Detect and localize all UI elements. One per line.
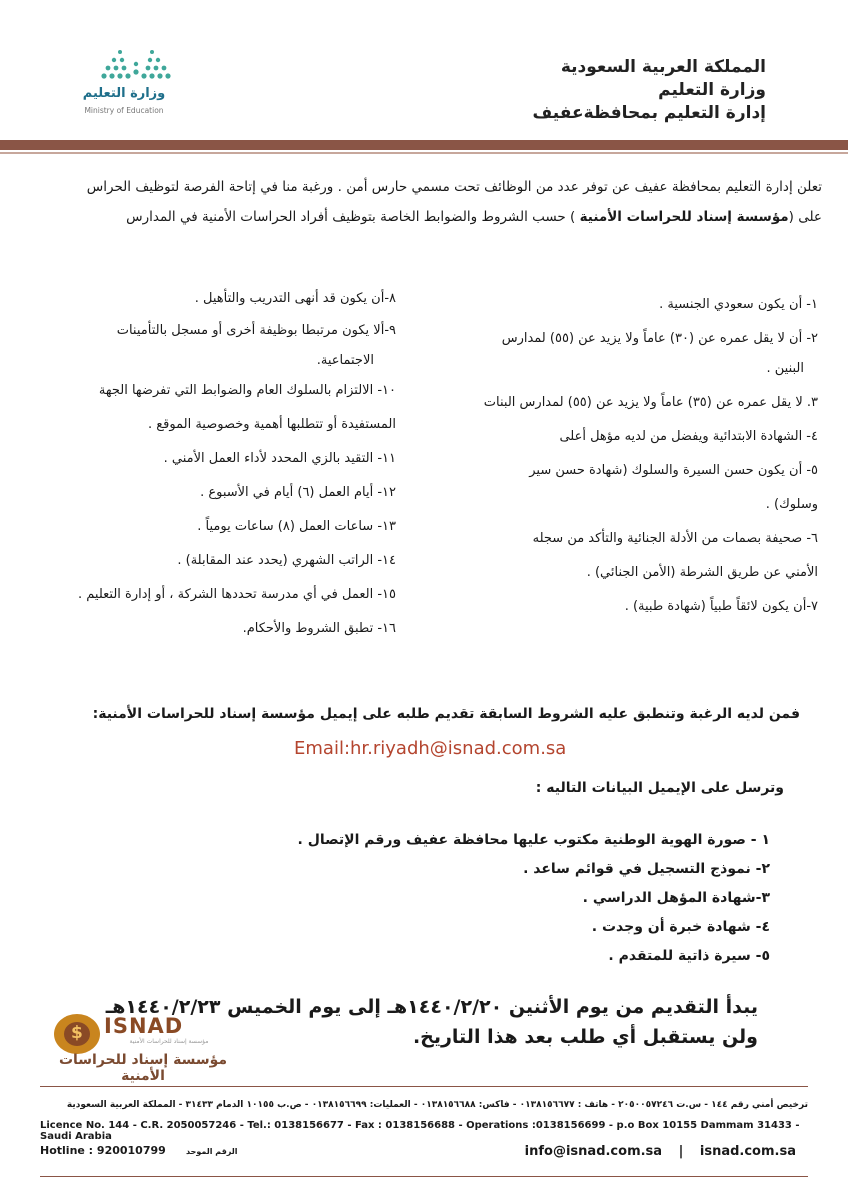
isnad-logo-subtitle: مؤسسة إسناد للحراسات الأمنية (129, 1038, 209, 1045)
conditions-right-column (433, 290, 818, 622)
footer-email-link[interactable]: info@isnad.com.sa (524, 1144, 663, 1159)
header-divider (0, 140, 848, 150)
condition-item: ٥- أن يكون حسن السيرة والسلوك (شهادة حسن سير (529, 463, 818, 478)
intro-line-1: تعلن إدارة التعليم بمحافظة عفيف عن توفر عدد من الوظائف تحت مسمي حارس أمن . ورغبة منا في إتاحة الفرصة لتوظيف الحراس (86, 179, 822, 195)
list-item: ٣-شهادة المؤهل الدراسي . (582, 890, 770, 906)
condition-item: ٢- أن لا يقل عمره عن (٣٠) عاماً ولا يزيد عن (٥٥) لمدارس (501, 331, 818, 346)
department-title: إدارة التعليم بمحافظةعفيف (532, 103, 766, 123)
footer-hotline-arabic: الرقم الموحد (186, 1147, 238, 1156)
list-item: ١ - صورة الهوية الوطنية مكتوب عليها محافظة عفيف ورقم الإتصال . (297, 832, 770, 848)
kingdom-title: المملكة العربية السعودية (560, 57, 766, 77)
dates-line-2: ولن يستقبل أي طلب بعد هذا التاريخ. (412, 1026, 758, 1048)
condition-item: ٤- الشهادة الابتدائية ويفضل من لديه مؤهل أعلى (559, 429, 818, 444)
header-titles (533, 56, 766, 125)
condition-item: ٨-أن يكون قد أنهى التدريب والتأهيل . (194, 291, 396, 306)
condition-item: ١١- التقيد بالزي المحدد لأداء العمل الأمني . (163, 451, 396, 466)
condition-item: ١- أن يكون سعودي الجنسية . (659, 297, 818, 312)
condition-item: ١٣- ساعات العمل (٨) ساعات يومياً . (197, 519, 396, 534)
footer-arabic-contact: ترخيص أمني رقم ١٤٤ - س.ت ٢٠٥٠٠٥٧٢٤٦ - هاتف : ٠١٣٨١٥٦٦٧٧ - فاكس: ٠١٣٨١٥٦٦٨٨ - العمليات: ٠١٣٨١٥٦٦٩٩ - ص.ب ١٠١٥٥ الدمام ٣١٤٣٣ - المملكة العربية السعودية (66, 1100, 808, 1110)
list-item: ٤- شهادة خبرة أن وجدت . (591, 919, 770, 935)
ministry-logo-icon (96, 44, 176, 84)
ministry-logo-english: Ministry of Education (84, 106, 164, 115)
footer-separator: | (678, 1144, 684, 1159)
footer-web-contacts (519, 1144, 802, 1159)
condition-item: ٩-ألا يكون مرتبطا بوظيفة أخرى أو مسجل بالتأمينات (116, 323, 396, 338)
condition-item: الأمني عن طريق الشرطة (الأمن الجنائي) . (586, 565, 818, 580)
footer-divider (40, 1086, 808, 1087)
required-documents-list (298, 826, 770, 971)
list-item: ٥- سيرة ذاتية للمتقدم . (608, 948, 770, 964)
condition-item: ١٥- العمل في أي مدرسة تحددها الشركة ، أو إدارة التعليم . (78, 587, 396, 602)
required-documents-heading: وترسل على الإيميل البيانات التاليه : (535, 780, 784, 796)
footer-hotline: Hotline : 920010799 (40, 1144, 166, 1157)
ministry-logo-arabic: وزارة التعليم (82, 86, 166, 101)
apply-instructions: فمن لديه الرغبة وتنطبق عليه الشروط السابقة تقديم طلبه على إيميل مؤسسة إسناد للحراسات الأمنية: (92, 706, 800, 722)
condition-item: الاجتماعية. (316, 353, 374, 368)
condition-item: ١٦- تطبق الشروط والأحكام. (242, 621, 396, 636)
condition-item: ١٤- الراتب الشهري (يحدد عند المقابلة) . (177, 553, 396, 568)
footer-divider-bottom (40, 1176, 808, 1177)
conditions-left-column (24, 290, 396, 644)
condition-item: ٧-أن يكون لائقاً طبياً (شهادة طبية) . (624, 599, 818, 614)
intro-line-2-pre: على ( (788, 209, 822, 225)
isnad-logo (48, 1008, 238, 1084)
isnad-logo-icon: $ (54, 1014, 100, 1054)
footer-website-link[interactable]: isnad.com.sa (699, 1144, 796, 1159)
header-divider-thin (0, 152, 848, 154)
condition-item: ١٠- الالتزام بالسلوك العام والضوابط التي تفرضها الجهة (98, 383, 396, 398)
condition-item: ١٢- أيام العمل (٦) أيام في الأسبوع . (200, 485, 396, 500)
footer-english-contact: Licence No. 144 - C.R. 2050057246 - Tel.: 0138156677 - Fax : 0138156688 - Operations :0138156699 - p.o Box 10155 Dammam 31433 - Saudi Arabia (40, 1120, 800, 1142)
announcement-intro (22, 172, 822, 232)
condition-item: البنين . (766, 361, 804, 376)
intro-line-2-post: ) حسب الشروط والضوابط الخاصة بتوظيف أفراد الحراسات الأمنية في المدارس (126, 209, 580, 225)
list-item: ٢- نموذج التسجيل في قوائم ساعد . (523, 861, 770, 877)
intro-line-2 (22, 202, 822, 232)
isnad-logo-name: ISNAD (104, 1014, 184, 1038)
condition-item: المستفيدة أو تتطلبها أهمية وخصوصية الموقع . (148, 417, 396, 432)
condition-item: ٣. لا يقل عمره عن (٣٥) عاماً ولا يزيد عن (٥٥) لمدارس البنات (483, 395, 818, 410)
condition-item: ٦- صحيفة بصمات من الأدلة الجنائية والتأكد من سجله (532, 531, 818, 546)
isnad-logo-arabic: مؤسسة إسناد للحراسات الأمنية (58, 1052, 228, 1084)
dates-line-1: يبدأ التقديم من يوم الأثنين ١٤٤٠/٢/٢٠هـ إلى يوم الخميس ١٤٤٠/٢/٢٣هـ (105, 996, 758, 1018)
condition-item: وسلوك) . (765, 497, 818, 512)
apply-email-link[interactable]: Email:hr.riyadh@isnad.com.sa (294, 738, 567, 759)
ministry-title: وزارة التعليم (658, 80, 766, 100)
ministry-logo (66, 44, 176, 120)
company-name: مؤسسة إسناد للحراسات الأمنية (579, 209, 789, 225)
